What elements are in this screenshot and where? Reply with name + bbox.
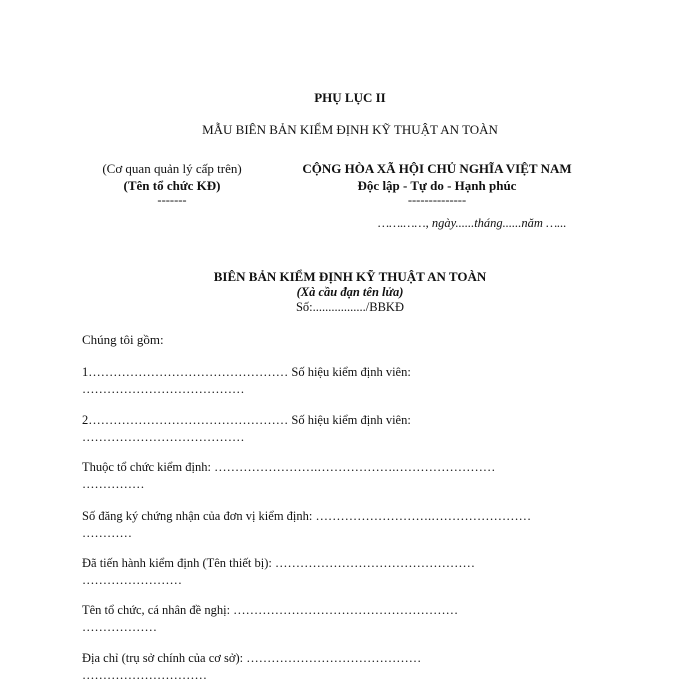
field-line-1b: ………………………………… bbox=[82, 382, 245, 396]
field-line-7a: Địa chỉ (trụ sở chính của cơ sở): …………………………………… bbox=[82, 651, 422, 665]
field-line-2a: 2………………………………………… Số hiệu kiểm định viên: bbox=[82, 413, 411, 427]
left-header-rule: ------- bbox=[157, 193, 187, 207]
field-line-1a: 1………………………………………… Số hiệu kiểm định viên: bbox=[82, 365, 411, 379]
field-line-4a: Số đăng ký chứng nhận của đơn vị kiểm định: ……………………….…………………… bbox=[82, 509, 532, 523]
agency-label: (Cơ quan quản lý cấp trên) bbox=[102, 161, 242, 176]
field-line-3b: …………… bbox=[82, 477, 145, 491]
document-title: BIÊN BẢN KIỂM ĐỊNH KỸ THUẬT AN TOÀN bbox=[213, 269, 487, 284]
field-line-5b: …………………… bbox=[82, 573, 182, 587]
national-motto: Độc lập - Tự do - Hạnh phúc bbox=[357, 178, 517, 193]
field-line-6b: ……………… bbox=[82, 620, 157, 634]
field-line-3a: Thuộc tổ chức kiểm định: …………………….……………….…………………… bbox=[82, 460, 496, 474]
field-line-4b: ………… bbox=[82, 526, 132, 540]
intro-text: Chúng tôi gồm: bbox=[82, 332, 164, 347]
field-line-2b: ………………………………… bbox=[82, 430, 245, 444]
field-line-7b: ………………………… bbox=[82, 668, 207, 682]
form-title: MẪU BIÊN BẢN KIỂM ĐỊNH KỸ THUẬT AN TOÀN bbox=[202, 122, 498, 137]
organization-label: (Tên tổ chức KĐ) bbox=[123, 178, 221, 193]
country-name: CỘNG HÒA XÃ HỘI CHỦ NGHĨA VIỆT NAM bbox=[302, 161, 572, 176]
field-line-5a: Đã tiến hành kiểm định (Tên thiết bị): ………………………………………… bbox=[82, 556, 476, 570]
date-line: …….……, ngày......tháng......năm …... bbox=[378, 216, 567, 230]
document-number: Số:................./BBKĐ bbox=[295, 300, 404, 314]
field-line-6a: Tên tổ chức, cá nhân đề nghị: ……………………………………………… bbox=[82, 603, 459, 617]
right-header-rule: -------------- bbox=[407, 193, 467, 207]
appendix-title: PHỤ LỤC II bbox=[314, 90, 386, 105]
document-subtitle: (Xà cầu đạn tên lửa) bbox=[296, 285, 404, 299]
